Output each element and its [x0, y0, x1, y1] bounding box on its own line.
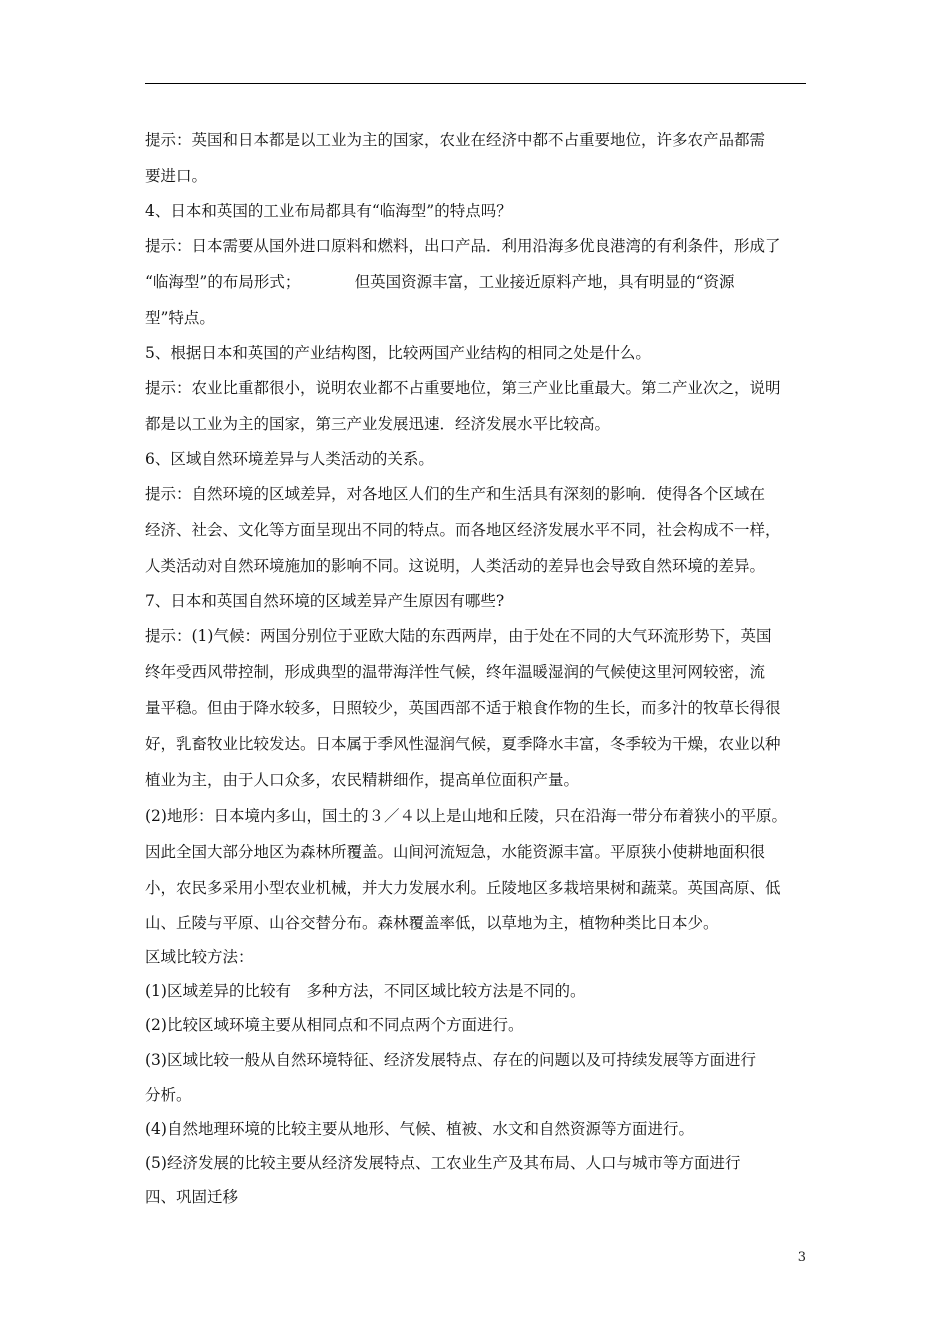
question-7: 7、日本和英国自然环境的区域差异产生原因有哪些? [145, 592, 505, 610]
text-line: 提示：农业比重都很小，说明农业都不占重要地位，第三产业比重最大。第二产业次之，说明 [145, 379, 781, 397]
text-line: 终年受西风带控制，形成典型的温带海洋性气候，终年温暖湿润的气候使这里河网较密，流 [145, 663, 766, 681]
question-4: 4、日本和英国的工业布局都具有“临海型”的特点吗？ [145, 202, 512, 220]
method-item: (4)自然地理环境的比较主要从地形、气候、植被、水文和自然资源等方面进行。 [145, 1120, 694, 1138]
text-line: “临海型”的布局形式； 但英国资源丰富，工业接近原料产地，具有明显的“资源 [145, 273, 735, 291]
text-line: 提示：英国和日本都是以工业为主的国家，农业在经济中都不占重要地位，许多农产品都需 [145, 131, 766, 149]
section-heading: 四、巩固迁移 [145, 1188, 239, 1206]
method-item: (1)区域差异的比较有 多种方法，不同区域比较方法是不同的。 [145, 982, 586, 1000]
question-6: 6、区域自然环境差异与人类活动的关系。 [145, 450, 434, 468]
method-item: (2)比较区域环境主要从相同点和不同点两个方面进行。 [145, 1016, 524, 1034]
text-line: (2)地形：日本境内多山，国土的３／４以上是山地和丘陵，只在沿海一带分布着狭小的平原。 [145, 807, 787, 825]
text-line: 提示：自然环境的区域差异，对各地区人们的生产和生活具有深刻的影响．使得各个区域在 [145, 485, 766, 503]
text-line: 经济、社会、文化等方面呈现出不同的特点。而各地区经济发展水平不同，社会构成不一样， [145, 521, 781, 539]
text-line: 型”特点。 [145, 309, 215, 327]
text-line: 量平稳。但由于降水较多，日照较少，英国西部不适于粮食作物的生长，而多汁的牧草长得很 [145, 699, 781, 717]
text-line: 好，乳畜牧业比较发达。日本属于季风性湿润气候，夏季降水丰富，冬季较为干燥，农业以种 [145, 735, 781, 753]
text-line: 提示：(1)气候：两国分别位于亚欧大陆的东西两岸，由于处在不同的大气环流形势下，英国 [145, 627, 772, 645]
method-item: (5)经济发展的比较主要从经济发展特点、工农业生产及其布局、人口与城市等方面进行 [145, 1154, 741, 1172]
text-line: 植业为主，由于人口众多，农民精耕细作，提高单位面积产量。 [145, 771, 580, 789]
text-line: 要进口。 [145, 167, 208, 185]
text-line: 分析。 [145, 1086, 192, 1104]
text-line: 人类活动对自然环境施加的影响不同。这说明，人类活动的差异也会导致自然环境的差异。 [145, 557, 766, 575]
text-line: 小，农民多采用小型农业机械，并大力发展水利。丘陵地区多栽培果树和蔬菜。英国高原、低 [145, 879, 781, 897]
text-line: 山、丘陵与平原、山谷交替分布。森林覆盖率低，以草地为主，植物种类比日本少。 [145, 914, 719, 932]
text-line: 因此全国大部分地区为森林所覆盖。山间河流短急，水能资源丰富。平原狭小使耕地面积很 [145, 843, 766, 861]
text-line: 提示：日本需要从国外进口原料和燃料，出口产品．利用沿海多优良港湾的有利条件，形成了 [145, 237, 781, 255]
question-5: 5、根据日本和英国的产业结构图，比较两国产业结构的相同之处是什么。 [145, 344, 651, 362]
section-heading: 区域比较方法： [145, 948, 254, 966]
page-number: 3 [797, 1250, 806, 1265]
document-body [145, 122, 807, 1214]
header-rule [145, 83, 806, 84]
text-line: 都是以工业为主的国家，第三产业发展迅速．经济发展水平比较高。 [145, 415, 611, 433]
method-item: (3)区域比较一般从自然环境特征、经济发展特点、存在的问题以及可持续发展等方面进行 [145, 1051, 756, 1069]
